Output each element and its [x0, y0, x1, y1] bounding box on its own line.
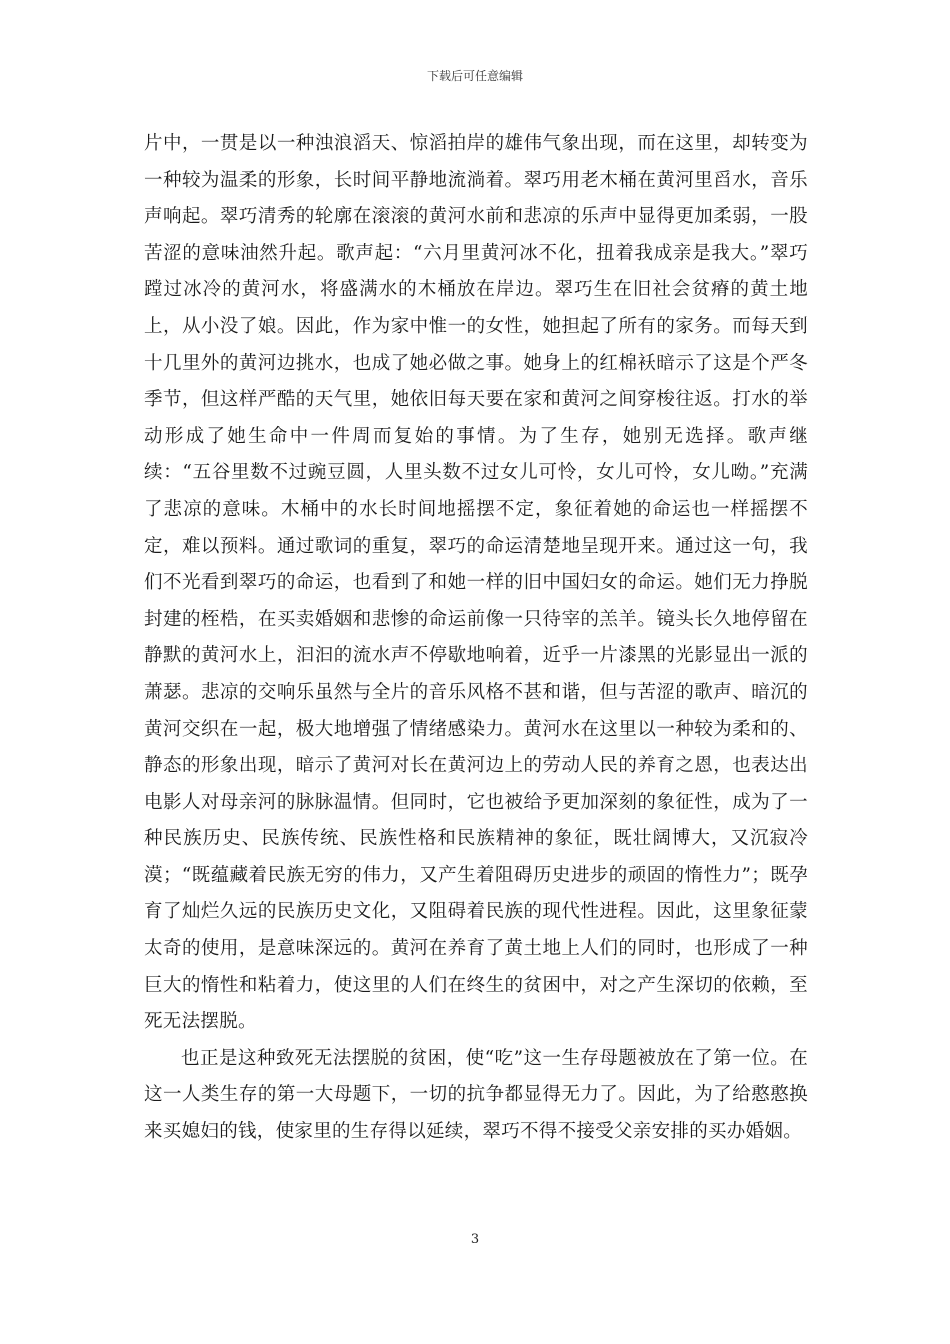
page-number: 3	[470, 1232, 480, 1247]
page-header: 下载后可任意编辑	[426, 69, 523, 83]
document-body	[144, 126, 808, 1151]
body-paragraph: 也正是这种致死无法摆脱的贫困，使“吃”这一生存母题被放在了第一位。在这一人类生存的第一大母题下，一切的抗争都显得无力了。因此，为了给憨憨换来买媳妇的钱，使家里的生存得以延续，翠巧不得不接受父亲安排的买办婚姻。	[144, 1047, 808, 1143]
body-paragraph-continued: 片中，一贯是以一种浊浪滔天、惊滔拍岸的雄伟气象出现，而在这里，却转变为一种较为温柔的形象，长时间平静地流淌着。翠巧用老木桶在黄河里舀水，音乐声响起。翠巧清秀的轮廓在滚滚的黄河水前和悲凉的乐声中显得更加柔弱，一股苦涩的意味油然升起。歌声起：“六月里黄河冰不化，扭着我成亲是我大。”翠巧蹚过冰冷的黄河水，将盛满水的木桶放在岸边。翠巧生在旧社会贫瘠的黄土地上，从小没了娘。因此，作为家中惟一的女性，她担起了所有的家务。而每天到十几里外的黄河边挑水，也成了她必做之事。她身上的红棉袄暗示了这是个严冬季节，但这样严酷的天气里，她依旧每天要在家和黄河之间穿梭往返。打水的举动形成了她生命中一件周而复始的事情。为了生存，她别无选择。歌声继续：“五谷里数不过豌豆圆，人里头数不过女儿可怜，女儿可怜，女儿呦。”充满了悲凉的意味。木桶中的水长时间地摇摆不定，象征着她的命运也一样摇摆不定，难以预料。通过歌词的重复，翠巧的命运清楚地呈现开来。通过这一句，我们不光看到翠巧的命运，也看到了和她一样的旧中国妇女的命运。她们无力挣脱封建的桎梏，在买卖婚姻和悲惨的命运前像一只待宰的羔羊。镜头长久地停留在静默的黄河水上，汩汩的流水声不停歇地响着，近乎一片漆黑的光影显出一派的萧瑟。悲凉的交响乐虽然与全片的音乐风格不甚和谐，但与苦涩的歌声、暗沉的黄河交织在一起，极大地增强了情绪感染力。黄河水在这里以一种较为柔和的、静态的形象出现，暗示了黄河对长在黄河边上的劳动人民的养育之恩，也表达出电影人对母亲河的脉脉温情。但同时，它也被给予更加深刻的象征性，成为了一种民族历史、民族传统、民族性格和民族精神的象征，既壮阔博大，又沉寂冷漠；“既蕴藏着民族无穷的伟力，又产生着阻碍历史进步的顽固的惰性力”；既孕育了灿烂久远的民族历史文化，又阻碍着民族的现代性进程。因此，这里象征蒙太奇的使用，是意味深远的。黄河在养育了黄土地上人们的同时，也形成了一种巨大的惰性和粘着力，使这里的人们在终生的贫困中，对之产生深切的依赖，至死无法摆脱。	[144, 133, 808, 1033]
